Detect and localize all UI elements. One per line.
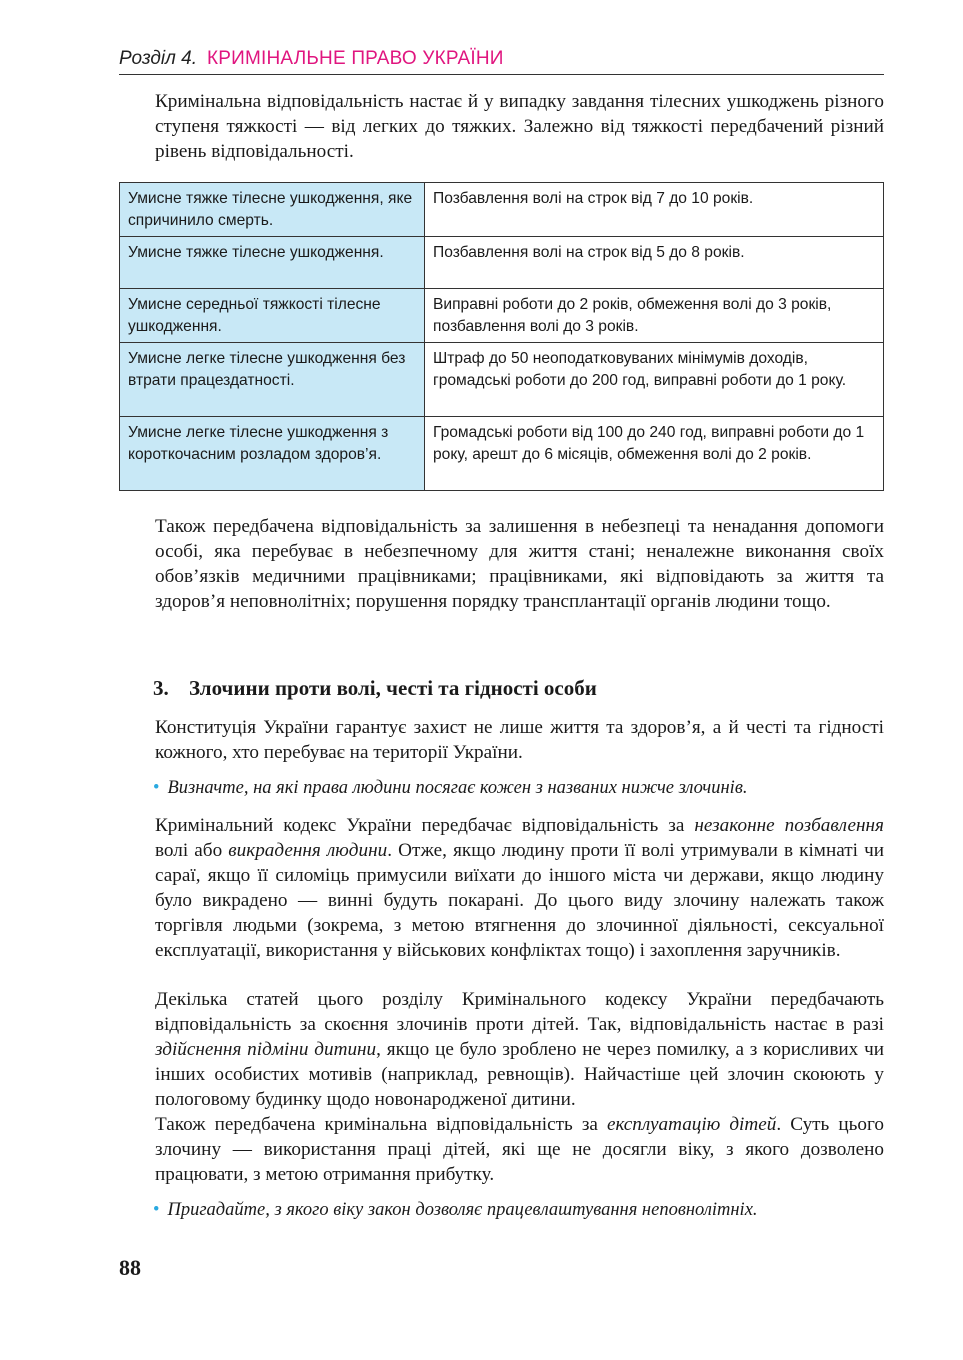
section-number: 3. [153,676,169,700]
emphasis: здійснення підміни дитини [155,1039,377,1060]
penalties-table [119,182,884,491]
table-row [120,343,884,417]
body-paragraph: Кримінальний кодекс України передбачає відповідальність за незаконне позбавлення волі або викрадення людини. Отже, якщо людину проти її волі утримували в кімнаті чи сараї, якщо її силоміць примусили виїхати до іншого міста чи держави, якщо людину було викрадено — винні будуть покарані. До цього виду злочину належать також торгівля людьми (зокрема, з метою втягнення до злочинної діяльності, сексуальної експлуатації, використання у військових конфліктах тощо) і захоплення заручників. [155,815,884,961]
bullet-icon: • [153,1200,160,1220]
body-paragraph: Декілька статей цього розділу Кримінального кодексу України передбачають відповідальність за скоєння злочинів проти дітей. Так, відповідальність настає в разі здійснення підміни дитини, якщо це було зроблено не через помилку, а з корисливих чи інших особистих мотивів (наприклад, ревнощів). Найчастіше цей злочин скоюють у пологовому будинку щодо новонародженої дитини. [155,989,884,1110]
body-paragraph: Також передбачена відповідальність за залишення в небезпеці та ненадання допомоги особі, яка перебуває в небезпечному для життя стані; неналежне виконання своїх обов’язків медичними працівниками; працівниками, які відповідають за життя та здоров’я неповнолітніх; порушення порядку трансплантації органів людини тощо. [155,516,884,612]
table-row [120,417,884,491]
chapter-title: КРИМІНАЛЬНЕ ПРАВО УКРАЇНИ [207,48,504,69]
penalty-cell: Громадські роботи від 100 до 240 год, виправні роботи до 1 року, арешт до 6 місяців, обмеження волі до 2 років. [425,417,884,491]
penalty-cell: Штраф до 50 неоподатковуваних мінімумів доходів, громадські роботи до 200 год, виправні роботи до 1 року. [425,343,884,417]
offense-cell: Умисне тяжке тілесне ушкодження, яке спричинило смерть. [120,183,425,237]
table-row [120,183,884,237]
table-row [120,237,884,289]
task-text: Пригадайте, з якого віку закон дозволяє працевлаштування неповнолітніх. [167,1200,758,1220]
emphasis: незаконне позбавлення [694,815,884,836]
offense-cell: Умисне легке тілесне ушкодження з короткочасним розладом здоров’я. [120,417,425,491]
emphasis: викрадення людини [228,840,388,861]
task-item [153,1198,884,1223]
body-paragraph: Конституція України гарантує захист не лише життя та здоров’я, а й честі та гідності кожного, хто перебуває на території України. [155,717,884,763]
penalty-cell: Виправні роботи до 2 років, обмеження волі до 3 років, позбавлення волі до 3 років. [425,289,884,343]
task-item [153,776,884,801]
penalty-cell: Позбавлення волі на строк від 5 до 8 років. [425,237,884,289]
section-label: Розділ 4. [119,48,197,69]
task-text: Визначте, на які права людини посягає кожен з названих нижче злочинів. [167,778,748,798]
bullet-icon: • [153,778,160,798]
intro-paragraph: Кримінальна відповідальність настає й у випадку завдання тілесних ушкоджень різного ступеня тяжкості — від легких до тяжких. Залежно від тяжкості передбачений різний рівень відповідальності. [155,91,884,162]
offense-cell: Умисне середньої тяжкості тілесне ушкодження. [120,289,425,343]
page-number: 88 [119,1255,141,1280]
offense-cell: Умисне тяжке тілесне ушкодження. [120,237,425,289]
table-row [120,289,884,343]
section-heading [153,676,597,701]
offense-cell: Умисне легке тілесне ушкодження без втрати працездатності. [120,343,425,417]
emphasis: експлуатацію дітей [607,1114,777,1135]
running-header [119,48,884,75]
body-paragraph: Також передбачена кримінальна відповідальність за експлуатацію дітей. Суть цього злочину — використання праці дітей, які ще не досягли віку, з якого дозволено працювати, з метою отримання прибутку. [155,1114,884,1185]
section-title: Злочини проти волі, честі та гідності особи [189,676,597,700]
penalty-cell: Позбавлення волі на строк від 7 до 10 років. [425,183,884,237]
